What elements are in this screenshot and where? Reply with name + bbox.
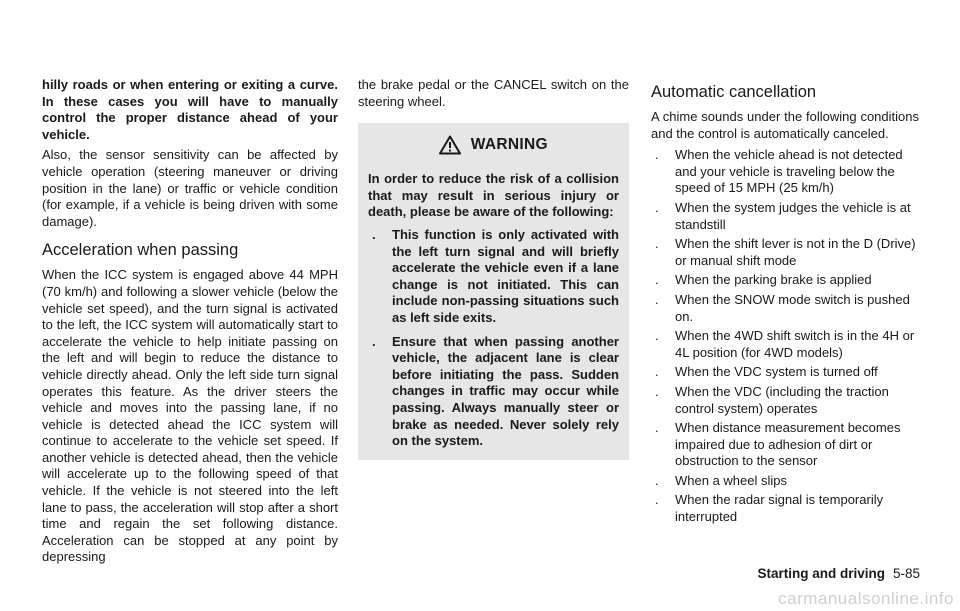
list-item-text: When the VDC system is turned off — [675, 364, 878, 380]
list-item-text: When the VDC (including the traction control system) operates — [675, 383, 889, 416]
paragraph-acceleration: When the ICC system is engaged above 44 MPH (70 km/h) and following a slower vehicle (below the vehicle set speed), and the turn signal is activated to the left, the ICC system will automatically start to accelerate the vehicle to help initiate passing on the left and will begin to reduce the distance to vehicle directly ahead. Only the left side turn signal operates this feature. As the driver steers the vehicle and moves into the passing lane, if no vehicle is detected ahead the ICC system will continue to accelerate to the vehicle set speed. If another vehicle is detected ahead, then the vehicle will accelerate up to the following speed of that vehicle. If the vehicle is not steered into the left lane to pass, the acceleration will stop after a short time and regain the set following distance. Acceleration can be stopped at any point by depressing — [42, 267, 338, 565]
bullet-dot: . — [655, 492, 659, 508]
heading-acceleration-when-passing: Acceleration when passing — [42, 241, 239, 260]
list-item-text: When the parking brake is applied — [675, 272, 872, 288]
list-item — [651, 473, 919, 490]
column-left — [42, 77, 338, 566]
warning-item-text: This function is only activated with the left turn signal and will briefly accelerate the vehicle even if a lane change is not initiated. This can include non-passing situations such as left side exits. — [392, 226, 619, 325]
list-item — [651, 384, 919, 417]
paragraph-chime: A chime sounds under the following conditions and the control is automatically canceled. — [651, 109, 919, 141]
page-footer — [757, 566, 920, 581]
list-item — [651, 364, 919, 381]
bullet-dot: . — [655, 328, 659, 344]
list-item — [651, 147, 919, 197]
list-item-text: When the shift lever is not in the D (Drive) or manual shift mode — [675, 236, 916, 268]
bullet-dot: . — [372, 226, 376, 242]
list-item — [651, 492, 919, 525]
list-item-text: When the SNOW mode switch is pushed on. — [675, 291, 910, 324]
list-item — [651, 200, 919, 233]
cancellation-list — [651, 147, 919, 525]
list-item-text: When a wheel slips — [675, 472, 787, 488]
warning-title: WARNING — [470, 135, 548, 153]
bullet-dot: . — [655, 291, 659, 307]
warning-box — [358, 123, 629, 460]
list-item-text: When the system judges the vehicle is at standstill — [675, 199, 911, 232]
watermark: carmanualsonline.info — [778, 589, 954, 608]
warning-list — [368, 227, 619, 450]
list-item-text: When the radar signal is temporarily interrupted — [675, 492, 884, 525]
list-item — [651, 328, 919, 361]
list-item-text: When the 4WD shift switch is in the 4H or 4L position (for 4WD models) — [675, 328, 915, 360]
list-item-text: When distance measurement becomes impaired due to adhesion of dirt or obstruction to the sensor — [675, 420, 901, 469]
list-item — [651, 236, 919, 269]
bullet-dot: . — [655, 472, 659, 488]
warning-triangle-icon — [439, 135, 461, 155]
list-item — [651, 292, 919, 325]
bullet-dot: . — [655, 420, 659, 436]
heading-automatic-cancellation: Automatic cancellation — [651, 83, 817, 101]
bullet-dot: . — [655, 236, 659, 252]
list-item — [651, 420, 919, 470]
footer-section-title: Starting and driving — [757, 566, 885, 581]
warning-header — [368, 133, 619, 155]
column-right — [651, 77, 919, 529]
warning-item-text: Ensure that when passing another vehicle, the adjacent lane is clear before initiating the pass. Sudden changes in traffic may occur while passing. Always manually steer or brake as needed. Never solely rely on the system. — [392, 333, 619, 449]
bullet-dot: . — [655, 199, 659, 215]
paragraph-hilly-roads: hilly roads or when entering or exiting a curve. In these cases you will have to manually control the proper distance ahead of your vehicle. — [42, 77, 338, 142]
list-item — [651, 272, 919, 289]
column-middle — [358, 77, 629, 460]
list-item-text: When the vehicle ahead is not detected and your vehicle is traveling below the speed of 15 MPH (25 km/h) — [675, 147, 903, 196]
bullet-dot: . — [372, 333, 376, 349]
warning-item — [368, 227, 619, 327]
bullet-dot: . — [655, 147, 659, 163]
bullet-dot: . — [655, 383, 659, 399]
paragraph-brake-pedal: the brake pedal or the CANCEL switch on the steering wheel. — [358, 77, 629, 109]
page-number: 5-85 — [892, 566, 920, 581]
paragraph-sensor-sensitivity: Also, the sensor sensitivity can be affected by vehicle operation (steering maneuver or driving position in the lane) or traffic or vehicle condition (for example, if a vehicle is being driven with some damage). — [42, 147, 338, 229]
warning-intro: In order to reduce the risk of a collision that may result in serious injury or death, please be aware of the following: — [368, 171, 619, 220]
bullet-dot: . — [655, 364, 659, 380]
bullet-dot: . — [655, 272, 659, 288]
warning-item — [368, 334, 619, 450]
